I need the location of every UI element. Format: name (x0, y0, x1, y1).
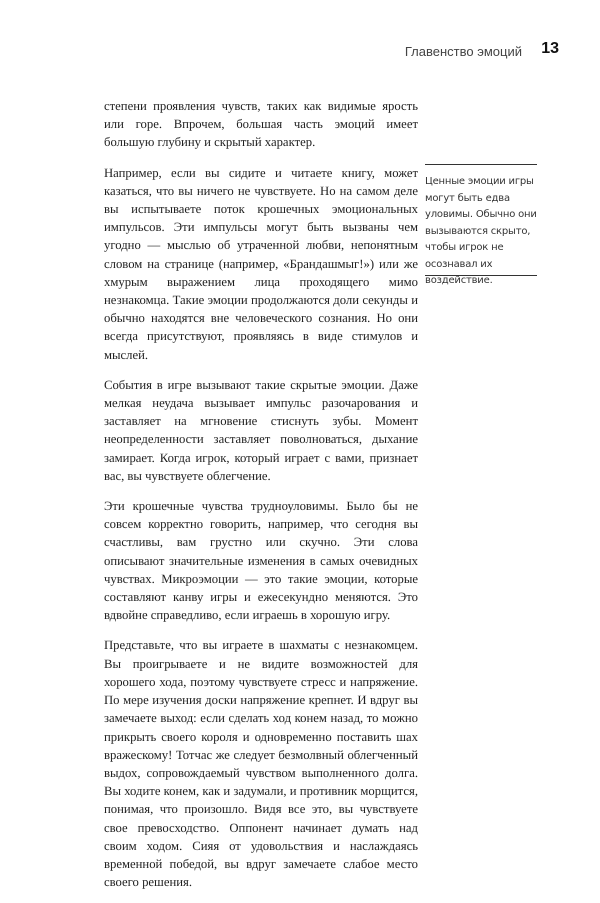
paragraph-1: степени проявления чувств, таких как видимые ярость или горе. Впрочем, большая часть эмоций имеет большую глубину и скрытый характер. (104, 99, 418, 150)
sidebar-top-rule (425, 164, 537, 165)
paragraph-2: Например, если вы сидите и читаете книгу, может казаться, что вы ничего не чувствуете. Но на самом деле вы испытываете поток крошечных эмоциональных импульсов. Эти импульсы могут быть вызваны чем угодно — мыслью об утраченной любви, непонятным словом на странице (например, «Брандашмыг!») или же хмурым выражением лица проходящего мимо незнакомца. Такие эмоции продолжаются доли секунды и обычно находятся вне человеческого сознания. Но они всегда присутствуют, проявляясь в виде стимулов и мыслей. (104, 165, 418, 362)
paragraph-5: Представьте, что вы играете в шахматы с незнакомцем. Вы проигрываете и не видите возможностей для хорошего хода, поэтому чувствуете стресс и напряжение. По мере изучения доски напряжение крепнет. И вдруг вы замечаете выход: если сделать ход конем назад, то можно прикрыть своего короля и одновременно поставить шах вражескому! Тотчас же следует безмолвный облегченный выдох, сопровождаемый чувством выполненного долга. Вы ходите конем, как и задумали, и противник морщится, понимая, что произошло. Видя все это, вы чувствуете свое превосходство. Оппонент начинает думать над своим ходом. Сияя от удовольствия и наслаждаясь временной победой, вы вдруг замечаете слабое место своего решения. (104, 638, 418, 890)
body-text (104, 97, 418, 903)
sidebar-pull-quote: Ценные эмоции игры могут быть едва уловимы. Обычно они вызываются скрыто, чтобы игрок не осознавал их воздействие. (425, 176, 537, 286)
page-number: 13 (541, 40, 559, 57)
sidebar-bottom-rule (425, 275, 537, 276)
paragraph-4: Эти крошечные чувства трудноуловимы. Было бы не совсем корректно говорить, например, что сегодня вы счастливы, вам грустно или скучно. Эти слова описывают значительные изменения в самых очевидных чувствах. Микроэмоции — это такие эмоции, которые составляют канву игры и ежесекундно меняются. Это вдвойне справедливо, если играешь в хорошую игру. (104, 499, 418, 623)
paragraph-3: События в игре вызывают такие скрытые эмоции. Даже мелкая неудача вызывает импульс разочарования и заставляет на мгновение стиснуть зубы. Момент неопределенности заставляет поволноваться, дыхание замирает. Когда игрок, который играет с вами, признает вас, вы чувствуете облегчение. (104, 377, 418, 483)
running-head-title: Главенство эмоций (404, 44, 522, 59)
